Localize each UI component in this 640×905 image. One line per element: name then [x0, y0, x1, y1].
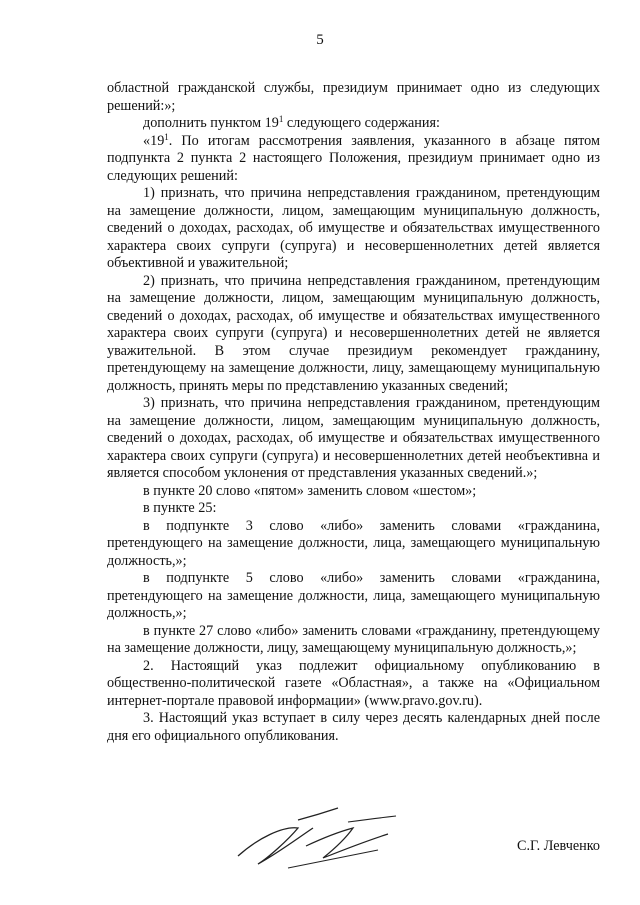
paragraph-point-19-1-text: . По итогам рассмотрения заявления, указанного в абзаце пятом подпункта 2 пункта 2 настоящего Положения, президиум принимает одно из следующих решений: — [107, 132, 600, 184]
paragraph-publication: 2. Настоящий указ подлежит официальному опубликованию в общественно-политической газете «Областная», а также на «Официальном интернет-портале правовой информации» (www.pravo.gov.ru). — [107, 657, 600, 709]
paragraph-subpoint-5: в подпункте 5 слово «либо» заменить словами «гражданина, претендующего на замещение должности, лица, замещающего муниципальную должность,»; — [107, 570, 600, 621]
paragraph-point-20: в пункте 20 слово «пятом» заменить словом «шестом»; — [143, 482, 477, 499]
paragraph-point-25: в пункте 25: — [143, 500, 217, 516]
paragraph-point-27: в пункте 27 слово «либо» заменить словами «гражданину, претендующему на замещение должности, лицу, замещающему муниципальную должность,»; — [107, 622, 600, 656]
paragraph-subpoint-3: в подпункте 3 слово «либо» заменить словами «гражданина, претендующего на замещение должности, лица, замещающего муниципальную должность,»; — [107, 517, 600, 569]
signer-name: С.Г. Левченко — [517, 838, 600, 854]
paragraph-continuation: областной гражданской службы, президиум принимает одно из следующих решений:»; — [107, 80, 600, 114]
paragraph-point-19-1-head: «19 — [143, 132, 165, 149]
paragraph-add-point-tail: следующего содержания: — [283, 115, 440, 131]
handwritten-signature — [228, 798, 428, 878]
paragraph-decision-3: 3) признать, что причина непредставления гражданином, претендующим на замещение должности, лицом, замещающим муниципальную должность, сведений о доходах, расходах, об имуществе и обязательствах имущественного характера своих супруги (супруга) и несовершеннолетних детей необъективна и является способом уклонения от представления указанных сведений.»; — [107, 395, 600, 481]
paragraph-decision-1: 1) признать, что причина непредставления гражданином, претендующим на замещение должности, лицом, замещающим муниципальную должность, сведений о доходах, расходах, об имуществе и обязательствах имущественного характера своих супруги (супруга) и несовершеннолетних детей является объективной и уважительной; — [107, 185, 600, 271]
page-number: 5 — [316, 32, 324, 48]
paragraph-add-point-text: дополнить пунктом 19 — [143, 115, 279, 131]
paragraph-decision-2: 2) признать, что причина непредставления гражданином, претендующим на замещение должности, лицом, замещающим муниципальную должность, сведений о доходах, расходах, об имуществе и обязательствах имущественного характера своих супруги (супруга) и несовершеннолетних детей не является уважительной. В этом случае президиум рекомендует гражданину, претендующему на замещение должности, лицу, замещающему муниципальную должность, принять меры по представлению указанных сведений; — [107, 272, 600, 394]
document-body — [107, 80, 600, 745]
paragraph-add-point — [107, 115, 600, 133]
paragraph-point-19-1 — [107, 133, 600, 186]
paragraph-entry-into-force: 3. Настоящий указ вступает в силу через десять календарных дней после дня его официального опубликования. — [107, 710, 600, 744]
superscript: 1 — [164, 131, 169, 142]
superscript: 1 — [278, 114, 284, 124]
